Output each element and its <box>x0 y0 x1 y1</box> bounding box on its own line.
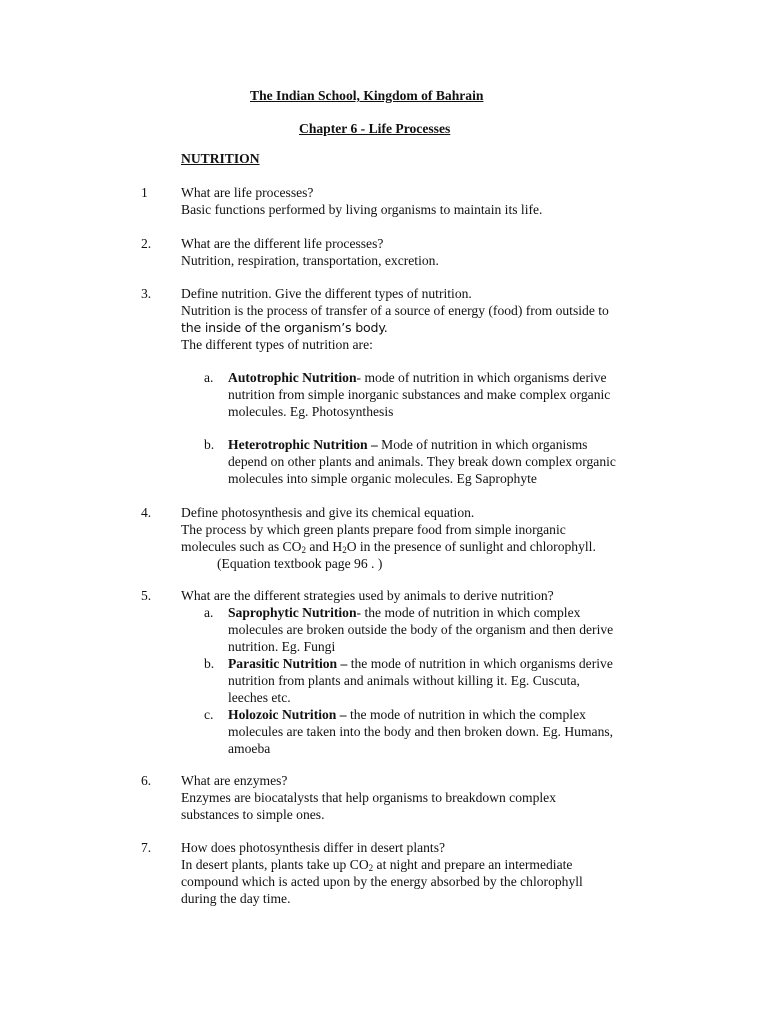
answer-text <box>181 539 596 556</box>
question-number: 5. <box>141 588 152 603</box>
question-text: Define nutrition. Give the different types of nutrition. <box>181 286 472 301</box>
answer-text: Nutrition is the process of transfer of a source of energy (food) from outside to <box>181 303 609 318</box>
list-item <box>228 707 586 724</box>
definition-cont: molecules. Eg. Photosynthesis <box>228 404 394 419</box>
list-item <box>228 437 587 454</box>
question-number: 7. <box>141 840 152 855</box>
answer-text: Nutrition, respiration, transportation, excretion. <box>181 253 439 268</box>
answer-text: The different types of nutrition are: <box>181 337 373 352</box>
question-text: What are the different life processes? <box>181 236 384 251</box>
question-number: 1 <box>141 185 148 200</box>
definition: Mode of nutrition in which organisms <box>377 437 588 452</box>
question-number: 2. <box>141 236 152 251</box>
question-number: 4. <box>141 505 152 520</box>
subscript: 2 <box>368 863 374 873</box>
question-text: What are life processes? <box>181 185 314 200</box>
answer-segment: at night and prepare an intermediate <box>373 857 573 872</box>
school-title: The Indian School, Kingdom of Bahrain <box>250 88 484 103</box>
question-number: 6. <box>141 773 152 788</box>
answer-text <box>181 857 572 874</box>
answer-segment: O in the presence of sunlight and chlorophyll. <box>346 539 596 554</box>
question-text: What are the different strategies used by animals to derive nutrition? <box>181 588 554 603</box>
term: Holozoic Nutrition – <box>228 707 347 722</box>
list-marker: a. <box>204 370 214 385</box>
term: Parasitic Nutrition – <box>228 656 348 671</box>
definition: - mode of nutrition in which organisms derive <box>356 370 607 385</box>
answer-text: the inside of the organism’s body. <box>181 320 388 335</box>
definition: - the mode of nutrition in which complex <box>356 605 581 620</box>
subscript: 2 <box>342 545 347 555</box>
list-marker: b. <box>204 656 215 671</box>
question-number: 3. <box>141 286 152 301</box>
definition-cont: molecules are broken outside the body of the organism and then derive <box>228 622 614 637</box>
section-heading: NUTRITION <box>181 151 260 166</box>
term: Heterotrophic Nutrition – <box>228 437 378 452</box>
list-item <box>228 656 613 673</box>
list-marker: a. <box>204 605 214 620</box>
term: Saprophytic Nutrition <box>228 605 357 620</box>
definition: the mode of nutrition in which the complex <box>346 707 586 722</box>
answer-text: Basic functions performed by living organisms to maintain its life. <box>181 202 543 217</box>
answer-segment: and H <box>305 539 343 554</box>
question-text: Define photosynthesis and give its chemical equation. <box>181 505 475 520</box>
answer-segment: In desert plants, plants take up CO <box>181 857 369 872</box>
question-text: What are enzymes? <box>181 773 288 788</box>
answer-segment: molecules such as CO <box>181 539 302 554</box>
definition-cont: nutrition. Eg. Fungi <box>228 639 336 654</box>
definition-cont: nutrition from plants and animals without killing it. Eg. Cuscuta, <box>228 673 580 688</box>
list-item <box>228 370 607 387</box>
answer-text: Enzymes are biocatalysts that help organisms to breakdown complex <box>181 790 556 805</box>
answer-text: (Equation textbook page 96 . ) <box>217 556 383 571</box>
question-text: How does photosynthesis differ in desert plants? <box>181 840 446 855</box>
definition-cont: molecules are taken into the body and then broken down. Eg. Humans, <box>228 724 614 739</box>
answer-text: The process by which green plants prepare food from simple inorganic <box>181 522 566 537</box>
definition-cont: depend on other plants and animals. They break down complex organic <box>228 454 616 469</box>
answer-text: substances to simple ones. <box>181 807 325 822</box>
definition-cont: molecules into simple organic molecules. Eg Saprophyte <box>228 471 537 486</box>
subscript: 2 <box>301 545 306 555</box>
term: Autotrophic Nutrition <box>228 370 357 385</box>
definition-cont: leeches etc. <box>228 690 291 705</box>
definition: the mode of nutrition in which organisms derive <box>347 656 613 671</box>
chapter-title: Chapter 6 - Life Processes <box>299 121 451 136</box>
list-marker: b. <box>204 437 215 452</box>
definition-cont: nutrition from simple inorganic substances and make complex organic <box>228 387 611 402</box>
list-marker: c. <box>204 707 214 722</box>
answer-text: compound which is acted upon by the energy absorbed by the chlorophyll <box>181 874 583 889</box>
list-item <box>228 605 580 622</box>
definition-cont: amoeba <box>228 741 271 756</box>
answer-text: during the day time. <box>181 891 291 906</box>
